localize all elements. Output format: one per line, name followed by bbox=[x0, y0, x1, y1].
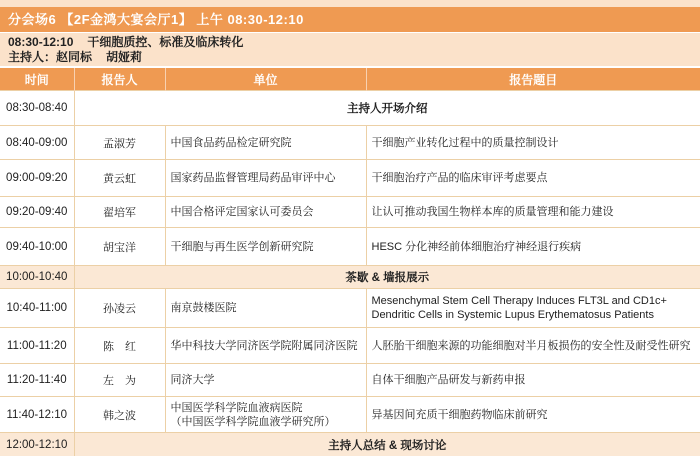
speaker-cell: 孙凌云 bbox=[74, 289, 165, 328]
section-row bbox=[0, 433, 700, 456]
org-cell: 国家药品监督管理局药品审评中心 bbox=[165, 160, 366, 197]
table-row bbox=[0, 197, 700, 228]
session-time-topic bbox=[8, 35, 700, 50]
header-speaker: 报告人 bbox=[74, 68, 165, 91]
time-cell: 09:20-09:40 bbox=[0, 197, 74, 228]
org-cell: 干细胞与再生医学创新研究院 bbox=[165, 228, 366, 266]
org-cell: 中国食品药品检定研究院 bbox=[165, 126, 366, 160]
speaker-cell: 陈 红 bbox=[74, 328, 165, 364]
time-cell: 11:00-11:20 bbox=[0, 328, 74, 364]
title-bar bbox=[0, 7, 700, 32]
section-row bbox=[0, 266, 700, 289]
table-row bbox=[0, 397, 700, 433]
top-strip bbox=[0, 0, 700, 7]
session-info bbox=[0, 33, 700, 66]
table-row bbox=[0, 126, 700, 160]
page-title: 分会场6 【2F金鸿大宴会厅1】 上午 08:30-12:10 bbox=[8, 12, 304, 27]
table-row bbox=[0, 364, 700, 397]
title-cell: 干细胞产业转化过程中的质量控制设计 bbox=[366, 126, 700, 160]
section-label: 茶歇 & 墙报展示 bbox=[74, 266, 700, 289]
chair-2: 胡娅莉 bbox=[106, 50, 142, 64]
section-row bbox=[0, 91, 700, 126]
org-line-2: （中国医学科学院血液学研究所） bbox=[171, 415, 361, 429]
org-cell: 南京鼓楼医院 bbox=[165, 289, 366, 328]
table-row bbox=[0, 160, 700, 197]
title-cell: 人胚胎干细胞来源的功能细胞对半月板损伤的安全性及耐受性研究 bbox=[366, 328, 700, 364]
title-cell: 干细胞治疗产品的临床审评考虑要点 bbox=[366, 160, 700, 197]
speaker-cell: 韩之波 bbox=[74, 397, 165, 433]
title-cell: Mesenchymal Stem Cell Therapy Induces FLT3L and CD1c+ Dendritic Cells in Systemic Lupus Erythematosus Patients bbox=[366, 289, 700, 328]
time-cell: 11:20-11:40 bbox=[0, 364, 74, 397]
speaker-cell: 翟培军 bbox=[74, 197, 165, 228]
time-cell: 10:40-11:00 bbox=[0, 289, 74, 328]
schedule-table bbox=[0, 68, 700, 456]
speaker-cell: 左 为 bbox=[74, 364, 165, 397]
table-header-row bbox=[0, 68, 700, 91]
session-topic: 干细胞质控、标准及临床转化 bbox=[87, 35, 243, 49]
section-label: 主持人总结 & 现场讨论 bbox=[74, 433, 700, 456]
time-cell: 09:00-09:20 bbox=[0, 160, 74, 197]
org-cell: 中国合格评定国家认可委员会 bbox=[165, 197, 366, 228]
header-time: 时间 bbox=[0, 68, 74, 91]
time-cell: 08:40-09:00 bbox=[0, 126, 74, 160]
speaker-cell: 胡宝洋 bbox=[74, 228, 165, 266]
time-cell: 11:40-12:10 bbox=[0, 397, 74, 433]
speaker-cell: 黄云虹 bbox=[74, 160, 165, 197]
chairs-label: 主持人： bbox=[8, 50, 56, 64]
time-cell: 09:40-10:00 bbox=[0, 228, 74, 266]
title-cell: HESC 分化神经前体细胞治疗神经退行疾病 bbox=[366, 228, 700, 266]
time-cell: 08:30-08:40 bbox=[0, 91, 74, 126]
table-row bbox=[0, 228, 700, 266]
section-label: 主持人开场介绍 bbox=[74, 91, 700, 126]
org-cell: 华中科技大学同济医学院附属同济医院 bbox=[165, 328, 366, 364]
title-cell: 自体干细胞产品研发与新药申报 bbox=[366, 364, 700, 397]
session-time: 08:30-12:10 bbox=[8, 35, 73, 49]
org-line-1: 中国医学科学院血液病医院 bbox=[171, 401, 361, 415]
header-title: 报告题目 bbox=[366, 68, 700, 91]
org-cell bbox=[165, 397, 366, 433]
title-cell: 异基因间充质干细胞药物临床前研究 bbox=[366, 397, 700, 433]
chair-1: 赵同标 bbox=[56, 50, 92, 64]
table-row bbox=[0, 289, 700, 328]
time-cell: 10:00-10:40 bbox=[0, 266, 74, 289]
table-row bbox=[0, 328, 700, 364]
time-cell: 12:00-12:10 bbox=[0, 433, 74, 456]
title-cell: 让认可推动我国生物样本库的质量管理和能力建设 bbox=[366, 197, 700, 228]
header-org: 单位 bbox=[165, 68, 366, 91]
session-chairs bbox=[8, 50, 700, 65]
org-cell: 同济大学 bbox=[165, 364, 366, 397]
speaker-cell: 孟淑芳 bbox=[74, 126, 165, 160]
